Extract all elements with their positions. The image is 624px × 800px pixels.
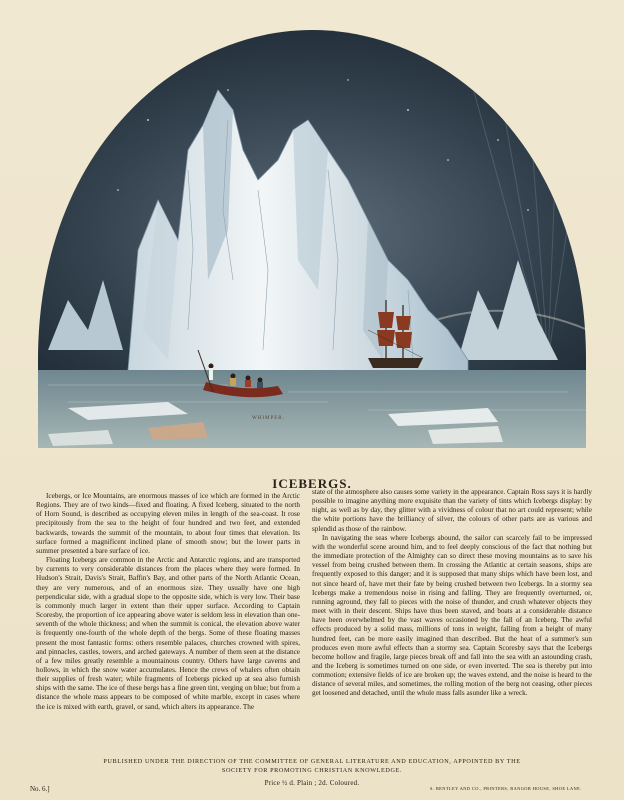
left-column <box>36 492 300 712</box>
publisher-line-1: PUBLISHED UNDER THE DIRECTION OF THE COMMITTEE OF GENERAL LITERATURE AND EDUCATION, APPOINTED BY THE <box>103 758 521 765</box>
paragraph: Floating Icebergs are common in the Arctic and Antarctic regions, and are transported by currents to very considerable distances from the places where they were formed. In Hudson's Strait, Davis's Strait, Baffin's Bay, and other parts of the North Atlantic Ocean, they are very numerous, and of an enormous size. They usually have one high perpendicular side, with a gradual slope to the opposite side, which is very low. Their base is commonly much larger in extent than their upper surface. According to Captain Scoresby, the proportion of ice appearing above water is seldom less in elevation than one-seventh of the whole thickness; and when the summit is conical, the elevation above water is frequently one-fourth of the whole depth of the bergs. Some of these floating masses present the most fantastic forms: others resemble palaces, churches crowned with spires, and pinnacles, castles, towers, and arched gateways. A number of them seen at the distance of a few miles greatly resemble a mountainous country. Others have large caverns and hollows, in which the snow water accumulates. Hence the crews of whalers often obtain their supplies of fresh water; while fragments of Icebergs picked up at sea also furnish ships with the same. The ice of these bergs has a fine green tint, verging on blue; but from a distance the whole mass appears to be composed of white marble, except in cases where the ice is mixed with earth, gravel, or sand, which alters its appearance. The <box>36 556 300 711</box>
paragraph: Icebergs, or Ice Mountains, are enormous masses of ice which are formed in the Arctic Regions. They are of two kinds—fixed and floating. A fixed Iceberg, situated to the north of Horn Sound, is described as occupying eleven miles in length of the sea-coast. It rose precipitously from the sea to the height of four hundred and two feet, and extended backwards, towards the summit of the mountain, to about four times that elevation. Its surface formed a magnificent inclined plane of smooth snow; but the lower parts in summer presented a bare surface of ice. <box>36 492 300 555</box>
right-column <box>312 488 592 699</box>
paragraph: In navigating the seas where Icebergs abound, the sailor can scarcely fail to be impressed with the wonderful scene around him, and to feel deeply conscious of the fact that nothing but the immediate protection of the Almighty can so direct these moving mountains as to save his vessel from being crushed between them. In crossing the Atlantic at certain seasons, ships are frequently exposed to this danger; and it is supposed that many ships which have been lost, and not since heard of, have met their fate by being crushed between two Icebergs. In a stormy sea Icebergs make a tremendous noise in rising and falling. They are frequently overturned, or, running aground, they fall to pieces with the noise of thunder, and crush whatever objects they meet with in their descent. Ships have thus been staved, and boats at a considerable distance have been overwhelmed by the vast waves occasioned by the fall of an Iceberg. The awful effects produced by a solid mass, millions of tons in weight, falling from a height of many hundred feet, can be more easily imagined than described. But the heat of a summer's sun produces even more awful effects than a stormy sea. Captain Scoresby says that the Icebergs become hollow and fragile, large pieces break off and fall into the sea with an astounding crash, and the Iceberg is sometimes turned on one side, or even inverted. The sea is thereby put into commotion; extensive fields of ice are broken up; the waves extend, and the noise is heard to the distance of several miles, and sometimes, the rolling motion of the berg not ceasing, other pieces get loosened and detached, until the whole mass falls asunder like a wreck. <box>312 533 592 698</box>
printer-credit: S. BENTLEY AND CO., PRINTERS, BANGOR HOUSE, SHOE LANE. <box>430 786 582 791</box>
publisher-line-2: SOCIETY FOR PROMOTING CHRISTIAN KNOWLEDGE. <box>221 767 403 774</box>
iceberg-illustration <box>28 30 596 448</box>
article-title: ICEBERGS. <box>272 476 352 491</box>
issue-number: No. 6.] <box>30 785 50 793</box>
paragraph: state of the atmosphere also causes some variety in the appearance. Captain Ross says it is hardly possible to imagine anything more exquisite than the variety of tints which Icebergs display: by night, as well as by day, they glitter with a vividness of colour that no art could represent; while the white portions have the brilliancy of silver, the colours of other parts are as various and splendid as those of the rainbow. <box>312 488 592 533</box>
price-line: Price ½ d. Plain ; 2d. Coloured. <box>264 779 360 787</box>
engraver-credit: WHIMPER. <box>252 416 285 421</box>
